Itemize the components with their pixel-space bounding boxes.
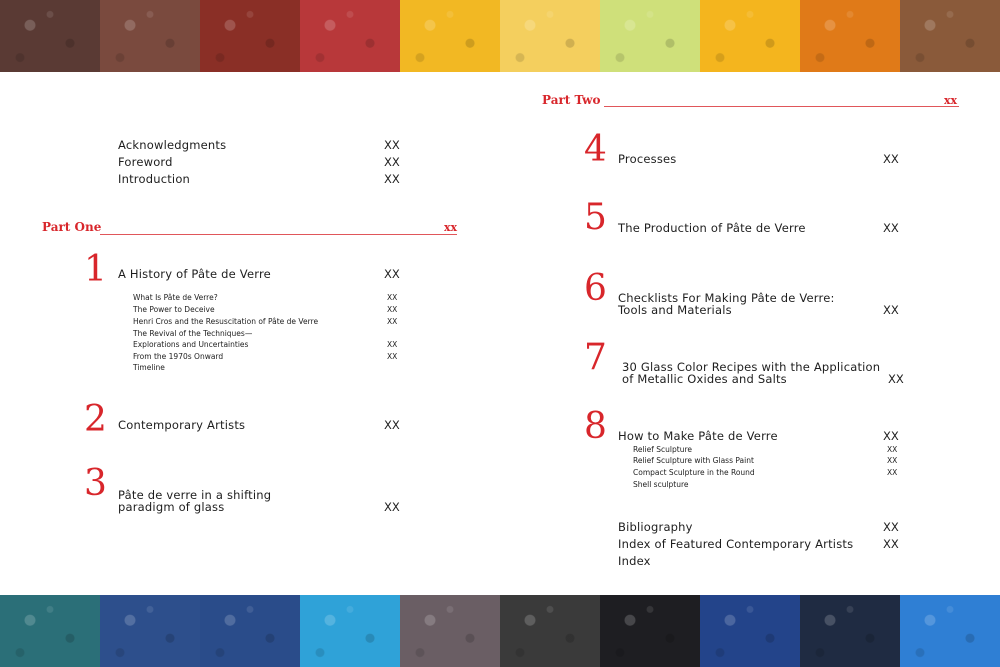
top-swatch-8: [700, 0, 800, 72]
top-swatch-9: [800, 0, 900, 72]
top-swatch-4: [300, 0, 400, 72]
bottom-swatch-2: [100, 595, 200, 667]
chapter-8-number: 8: [584, 406, 607, 447]
top-swatch-2: [100, 0, 200, 72]
bottom-swatch-4: [300, 595, 400, 667]
chapter-8-title[interactable]: How to Make Pâte de Verre: [618, 429, 778, 443]
toc-bibliography-page: XX: [883, 520, 899, 534]
toc-index[interactable]: Index: [618, 554, 651, 568]
ch8-sub-relief-paint[interactable]: Relief Sculpture with Glass Paint: [633, 456, 754, 465]
top-swatch-5: [400, 0, 500, 72]
chapter-8-page: XX: [883, 429, 899, 443]
part-one-page: xx: [444, 221, 458, 234]
toc-index-artists[interactable]: Index of Featured Contemporary Artists: [618, 537, 854, 551]
chapter-2-page: XX: [384, 418, 400, 432]
chapter-7-number: 7: [584, 337, 607, 378]
chapter-5-page: XX: [883, 221, 899, 235]
top-glass-swatch-strip: [0, 0, 1000, 72]
ch1-sub-revival[interactable]: The Revival of the Techniques—: [133, 329, 253, 338]
left-page: [0, 72, 500, 595]
chapter-7-page: XX: [888, 372, 904, 386]
ch1-sub-power-page: XX: [387, 305, 398, 314]
toc-introduction[interactable]: Introduction: [118, 172, 191, 186]
chapter-7-title-line2[interactable]: of Metallic Oxides and Salts: [622, 372, 787, 386]
chapter-1-title[interactable]: A History of Pâte de Verre: [118, 267, 271, 281]
right-page: [500, 72, 1000, 595]
bottom-swatch-1: [0, 595, 100, 667]
ch1-sub-henri-cros-page: XX: [387, 317, 398, 326]
top-swatch-6: [500, 0, 600, 72]
top-swatch-7: [600, 0, 700, 72]
ch1-sub-henri-cros[interactable]: Henri Cros and the Resuscitation of Pâte de Verre: [133, 317, 319, 326]
bottom-swatch-3: [200, 595, 300, 667]
chapter-6-page: XX: [883, 303, 899, 317]
bottom-swatch-10: [900, 595, 1000, 667]
ch1-sub-what-is-page: XX: [387, 293, 398, 302]
ch1-sub-power[interactable]: The Power to Deceive: [133, 305, 215, 314]
part-two-heading: Part Two: [542, 93, 601, 107]
bottom-swatch-5: [400, 595, 500, 667]
ch8-sub-relief[interactable]: Relief Sculpture: [633, 445, 693, 454]
bottom-swatch-9: [800, 595, 900, 667]
toc-bibliography[interactable]: Bibliography: [618, 520, 693, 534]
chapter-6-title-line1[interactable]: Checklists For Making Pâte de Verre:: [618, 291, 835, 305]
chapter-3-page: XX: [384, 500, 400, 514]
bottom-glass-swatch-strip: [0, 595, 1000, 667]
chapter-1-page: XX: [384, 267, 400, 281]
ch1-sub-what-is[interactable]: What Is Pâte de Verre?: [133, 293, 218, 302]
toc-acknowledgments-page: XX: [384, 138, 400, 152]
ch1-sub-explorations-page: XX: [387, 340, 398, 349]
chapter-6-number: 6: [584, 268, 607, 309]
ch8-sub-relief-page: XX: [887, 445, 898, 454]
chapter-7-title-line1[interactable]: 30 Glass Color Recipes with the Application: [622, 360, 881, 374]
ch8-sub-compact[interactable]: Compact Sculpture in the Round: [633, 468, 755, 477]
chapter-2-title[interactable]: Contemporary Artists: [118, 418, 246, 432]
toc-acknowledgments[interactable]: Acknowledgments: [118, 138, 227, 152]
part-two-page: xx: [944, 94, 958, 107]
top-swatch-1: [0, 0, 100, 72]
chapter-4-title[interactable]: Processes: [618, 152, 677, 166]
ch8-sub-relief-paint-page: XX: [887, 456, 898, 465]
chapter-3-title-line1[interactable]: Pâte de verre in a shifting: [118, 488, 272, 502]
toc-introduction-page: XX: [384, 172, 400, 186]
bottom-swatch-7: [600, 595, 700, 667]
ch1-sub-explorations[interactable]: Explorations and Uncertainties: [133, 340, 249, 349]
ch1-sub-1970s[interactable]: From the 1970s Onward: [133, 352, 224, 361]
part-two-rule: [604, 106, 959, 107]
toc-foreword[interactable]: Foreword: [118, 155, 173, 169]
chapter-1-number: 1: [84, 249, 107, 290]
ch8-sub-shell[interactable]: Shell sculpture: [633, 480, 689, 489]
toc-index-artists-page: XX: [883, 537, 899, 551]
ch8-sub-compact-page: XX: [887, 468, 898, 477]
top-swatch-3: [200, 0, 300, 72]
chapter-4-number: 4: [584, 129, 607, 170]
chapter-3-number: 3: [84, 463, 107, 504]
chapter-5-number: 5: [584, 197, 607, 238]
part-one-rule: [100, 234, 457, 235]
chapter-3-title-line2[interactable]: paradigm of glass: [118, 500, 225, 514]
top-swatch-10: [900, 0, 1000, 72]
bottom-swatch-6: [500, 595, 600, 667]
chapter-2-number: 2: [84, 399, 107, 440]
chapter-6-title-line2[interactable]: Tools and Materials: [618, 303, 732, 317]
ch1-sub-1970s-page: XX: [387, 352, 398, 361]
chapter-4-page: XX: [883, 152, 899, 166]
bottom-swatch-8: [700, 595, 800, 667]
chapter-5-title[interactable]: The Production of Pâte de Verre: [618, 221, 806, 235]
ch1-sub-timeline[interactable]: Timeline: [133, 363, 165, 372]
part-one-heading: Part One: [42, 220, 102, 234]
toc-foreword-page: XX: [384, 155, 400, 169]
